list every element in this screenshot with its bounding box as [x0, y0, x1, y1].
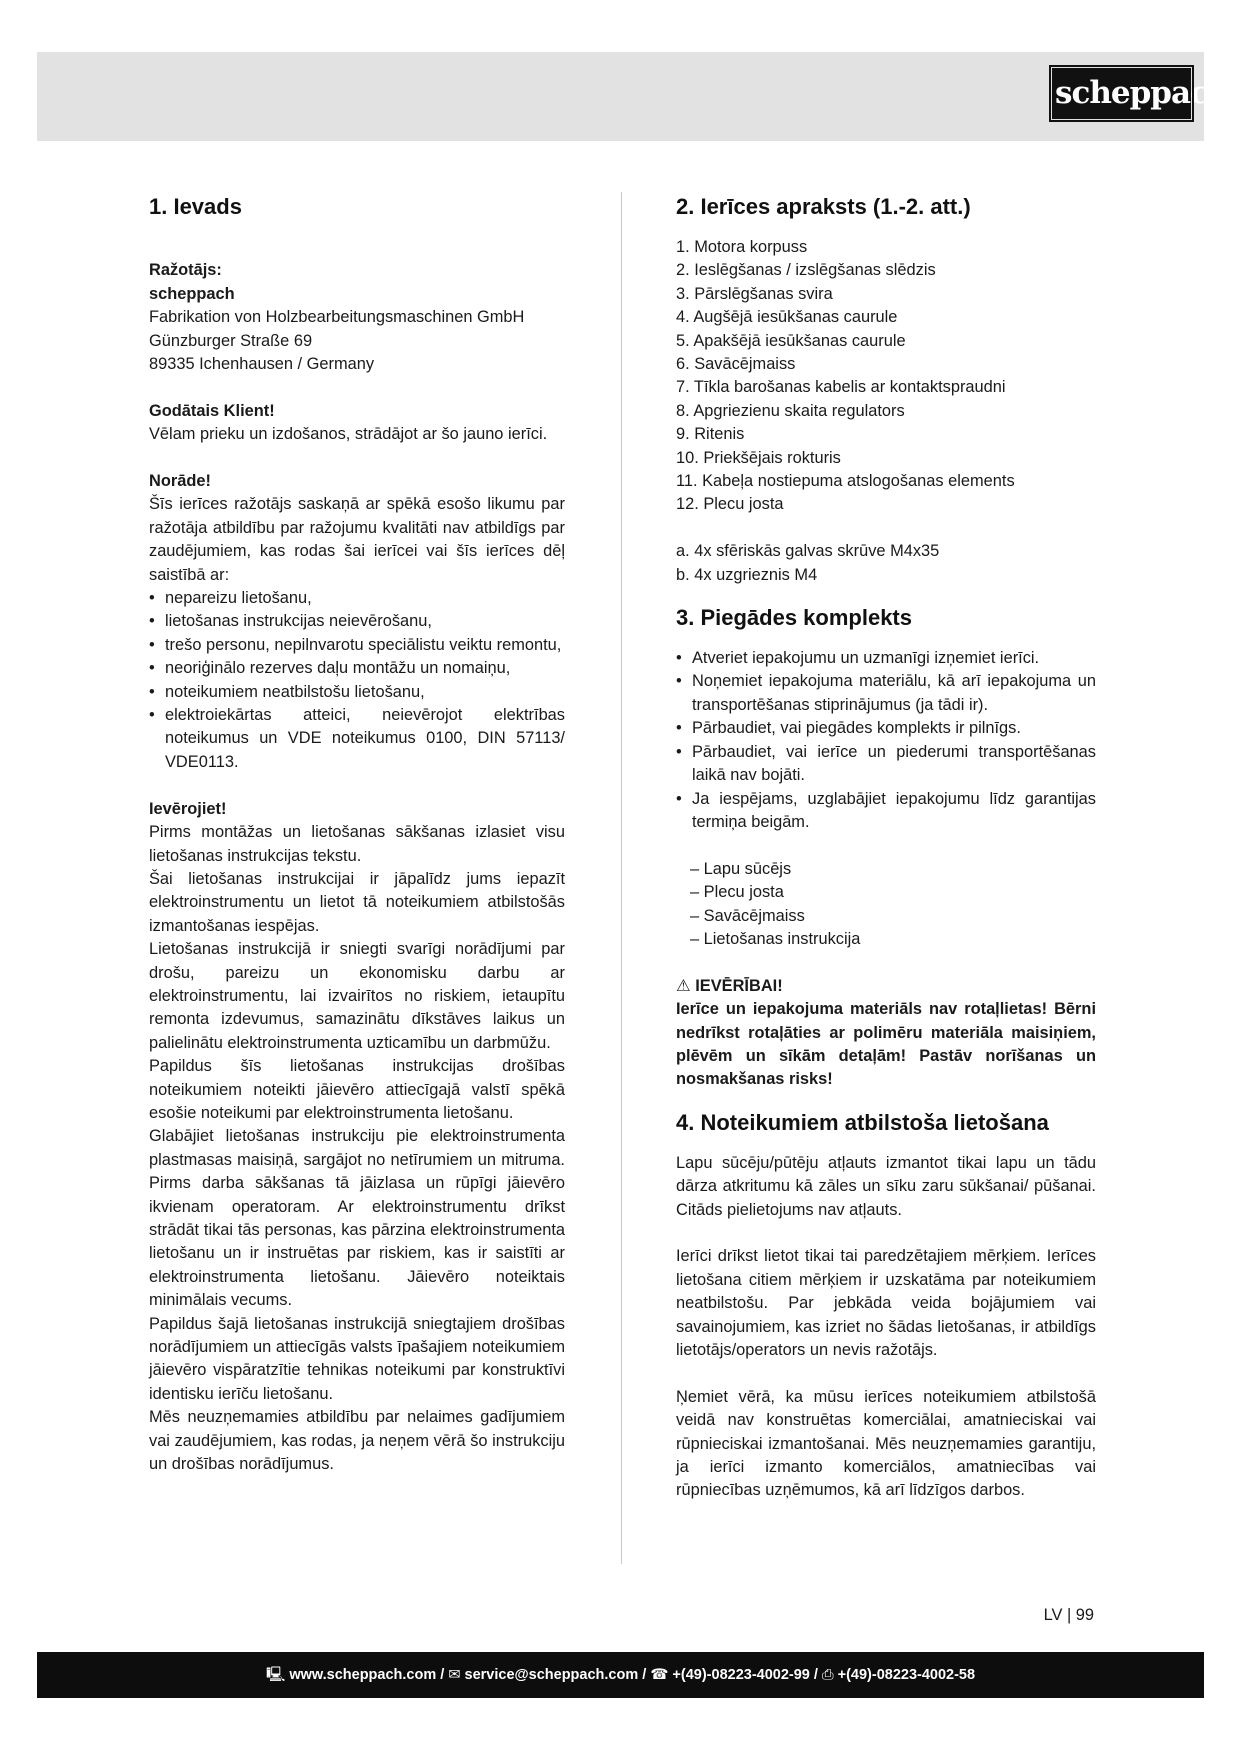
list-item: • noteikumiem neatbilstošu lietošanu, [149, 681, 565, 704]
maker-line: Fabrikation von Holzbearbeitungsmaschinen GmbH [149, 308, 525, 327]
maker-label: Ražotājs: [149, 261, 222, 280]
attention-paragraph: Pirms montāžas un lietošanas sākšanas izlasiet visu lietošanas instrukcijas tekstu. [149, 823, 565, 865]
list-item: – Lapu sūcējs [690, 859, 792, 878]
section-2-title: 2. Ierīces apraksts (1.-2. att.) [676, 194, 971, 219]
phone-icon: ☎ [650, 1667, 669, 1683]
list-item: 12. Plecu josta [676, 495, 784, 514]
section-3-title: 3. Piegādes komplekts [676, 605, 912, 631]
attention-paragraph: Glabājiet lietošanas instrukciju pie elektroinstrumenta plastmasas maisiņā, sargājot no netīrumiem un mitruma. Pirms darba sākšanas tā jāizlasa un rūpīgi jāievēro ikvienam operatoram. Ar elektroinstrumentu drīkst strādāt tikai tās personas, kas pārzina elektroinstrumenta lietošanu un ir instruētas par riskiem, kas ir saistīti ar elektroinstrumenta lietošanu. Jāievēro noteiktais minimālais vecums. [149, 1127, 565, 1310]
email-icon: ✉ [448, 1667, 461, 1683]
right-column [676, 190, 1096, 1503]
list-item: 8. Apgriezienu skaita regulators [676, 401, 905, 420]
list-item: • elektroiekārtas atteici, neievērojot elektrības noteikumus un VDE noteikumus 0100, DIN 57113/ VDE0113. [149, 704, 565, 774]
delivery-steps [676, 647, 1096, 834]
list-item: 11. Kabeļa nostiepuma atslogošanas elements [676, 472, 1015, 491]
list-item: • Noņemiet iepakojuma materiālu, kā arī iepakojuma un transportēšanas stiprinājumus (ja tādi ir). [676, 670, 1096, 717]
list-item: – Lietošanas instrukcija [690, 929, 861, 948]
maker-line: Günzburger Straße 69 [149, 331, 313, 350]
list-item: 9. Ritenis [676, 425, 745, 444]
attention-paragraph: Lietošanas instrukcijā ir sniegti svarīgi norādījumi par drošu, pareizu un ekonomisku darbu ar elektroinstrumentu, lai izvairītos no riskiem, ietaupītu remonta izdevumus, samazinātu dīkstāves laikus un palielinātu elektroinstrumenta uzticamību un darbmūžu. [149, 940, 565, 1052]
list-item: • trešo personu, nepilnvarotu speciālistu veiktu remontu, [149, 634, 565, 657]
computer-icon: 🖳 [265, 1667, 286, 1683]
left-column [149, 190, 565, 1476]
greeting-title: Godātais Klient! [149, 401, 275, 420]
section-1-title: 1. Ievads [149, 194, 242, 219]
list-item: b. 4x uzgrieznis M4 [676, 565, 818, 584]
note-text: Šīs ierīces ražotājs saskaņā ar spēkā esošo likumu par ražotāja atbildību par ražojumu kvalitāti nav atbildīgs par zaudējumiem, kas rodas šai ierīcei vai šīs ierīces dēļ saistībā ar: [149, 495, 565, 584]
parts-list [676, 236, 1096, 517]
list-item: 5. Apakšējā iesūkšanas caurule [676, 331, 906, 350]
accessories-list [676, 540, 1096, 587]
maker-name: scheppach [149, 284, 235, 303]
section-4-title: 4. Noteikumiem atbilstoša lietošana [676, 1109, 1049, 1135]
column-divider [621, 192, 622, 1564]
use-paragraph: Ņemiet vērā, ka mūsu ierīces noteikumiem atbilstošā veidā nav konstruētas komerciālai, amatnieciskai vai rūpnieciskai izmantošanai. Mēs neuzņemamies garantiju, ja ierīci izmanto komerciālos, amatniecības vai rūpniecības uzņēmumos, kā arī līdzīgos darbos. [676, 1387, 1096, 1500]
list-item: 4. Augšējā iesūkšanas caurule [676, 308, 898, 327]
note-title: Norāde! [149, 472, 211, 491]
page-number: LV | 99 [1043, 1606, 1094, 1624]
list-item: • Pārbaudiet, vai piegādes komplekts ir pilnīgs. [676, 717, 1096, 740]
list-item: 7. Tīkla barošanas kabelis ar kontaktspraudni [676, 378, 1006, 397]
attention-paragraph: Papildus šīs lietošanas instrukcijas drošības noteikumiem noteikti jāievēro attiecīgajā valstī spēkā esošie noteikumi par elektroinstrumenta lietošanu. [149, 1057, 565, 1122]
list-item: 3. Pārslēgšanas svira [676, 284, 833, 303]
list-item: 2. Ieslēgšanas / izslēgšanas slēdzis [676, 261, 936, 280]
list-item: 1. Motora korpuss [676, 238, 808, 256]
list-item: • Ja iespējams, uzglabājiet iepakojumu līdz garantijas termiņa beigām. [676, 788, 1096, 835]
list-item: 6. Savācējmaiss [676, 355, 796, 374]
note-list [149, 587, 565, 774]
warning-title: ⚠ IEVĒRĪBAI! [676, 976, 783, 995]
maker-line: 89335 Ichenhausen / Germany [149, 355, 375, 374]
footer-band [37, 1652, 1204, 1698]
footer-phone: +(49)-08223-4002-99 / [672, 1667, 818, 1683]
fax-icon: ⎙ [821, 1667, 834, 1683]
attention-paragraph: Papildus šajā lietošanas instrukcijā sniegtajiem drošības norādījumiem un attiecīgās valsts īpašajiem noteikumiem jāievēro vispāratzītie tehnikas noteikumi par konstruktīvi identisku ierīču lietošanu. [149, 1314, 565, 1403]
footer-website[interactable]: www.scheppach.com / [289, 1667, 445, 1683]
delivery-items [676, 858, 1096, 952]
greeting-text: Vēlam prieku un izdošanos, strādājot ar šo jauno ierīci. [149, 425, 548, 444]
attention-title: Ievērojiet! [149, 799, 227, 818]
scheppach-logo: scheppach [1052, 68, 1191, 119]
use-paragraph: Ierīci drīkst lietot tikai tai paredzētajiem mērķiem. Ierīces lietošana citiem mērķiem ir uzskatāma par noteikumiem neatbilstošu. Par jebkāda veida bojājumiem vai savainojumiem, kas izriet no šādas lietošanas, ir atbildīgs lietotājs/operators un nevis ražotājs. [676, 1247, 1096, 1359]
list-item: • neoriģinālo rezerves daļu montāžu un nomaiņu, [149, 657, 565, 680]
list-item: – Savācējmaiss [690, 906, 805, 925]
use-paragraph: Lapu sūcēju/pūtēju atļauts izmantot tikai lapu un tādu dārza atkritumu kā zāles un sīku zaru sūkšanai/ pūšanai. Citāds pielietojums nav atļauts. [676, 1153, 1096, 1219]
warning-text: Ierīce un iepakojuma materiāls nav rotaļlietas! Bērni nedrīkst rotaļāties ar polimēru materiāla maisiņiem, plēvēm un sīkām detaļām! Pastāv norīšanas un nosmakšanas risks! [676, 1000, 1096, 1089]
list-item: – Plecu josta [690, 883, 784, 902]
footer-email[interactable]: service@scheppach.com / [464, 1667, 647, 1683]
header-band [37, 52, 1204, 141]
list-item: • Atveriet iepakojumu un uzmanīgi izņemiet ierīci. [676, 647, 1096, 670]
attention-paragraph: Šai lietošanas instrukcijai ir jāpalīdz jums iepazīt elektroinstrumentu un lietot tā noteikumiem atbilstošās izmantošanas iespējas. [149, 869, 565, 935]
list-item: a. 4x sfēriskās galvas skrūve M4x35 [676, 542, 940, 561]
list-item: • lietošanas instrukcijas neievērošanu, [149, 610, 565, 633]
footer-fax: +(49)-08223-4002-58 [837, 1667, 976, 1683]
attention-paragraph: Mēs neuzņemamies atbildību par nelaimes gadījumiem vai zaudējumiem, kas rodas, ja neņem vērā šo instrukciju un drošības norādījumus. [149, 1408, 565, 1474]
list-item: • nepareizu lietošanu, [149, 587, 565, 610]
list-item: • Pārbaudiet, vai ierīce un piederumi transportēšanas laikā nav bojāti. [676, 741, 1096, 788]
list-item: 10. Priekšējais rokturis [676, 448, 841, 467]
